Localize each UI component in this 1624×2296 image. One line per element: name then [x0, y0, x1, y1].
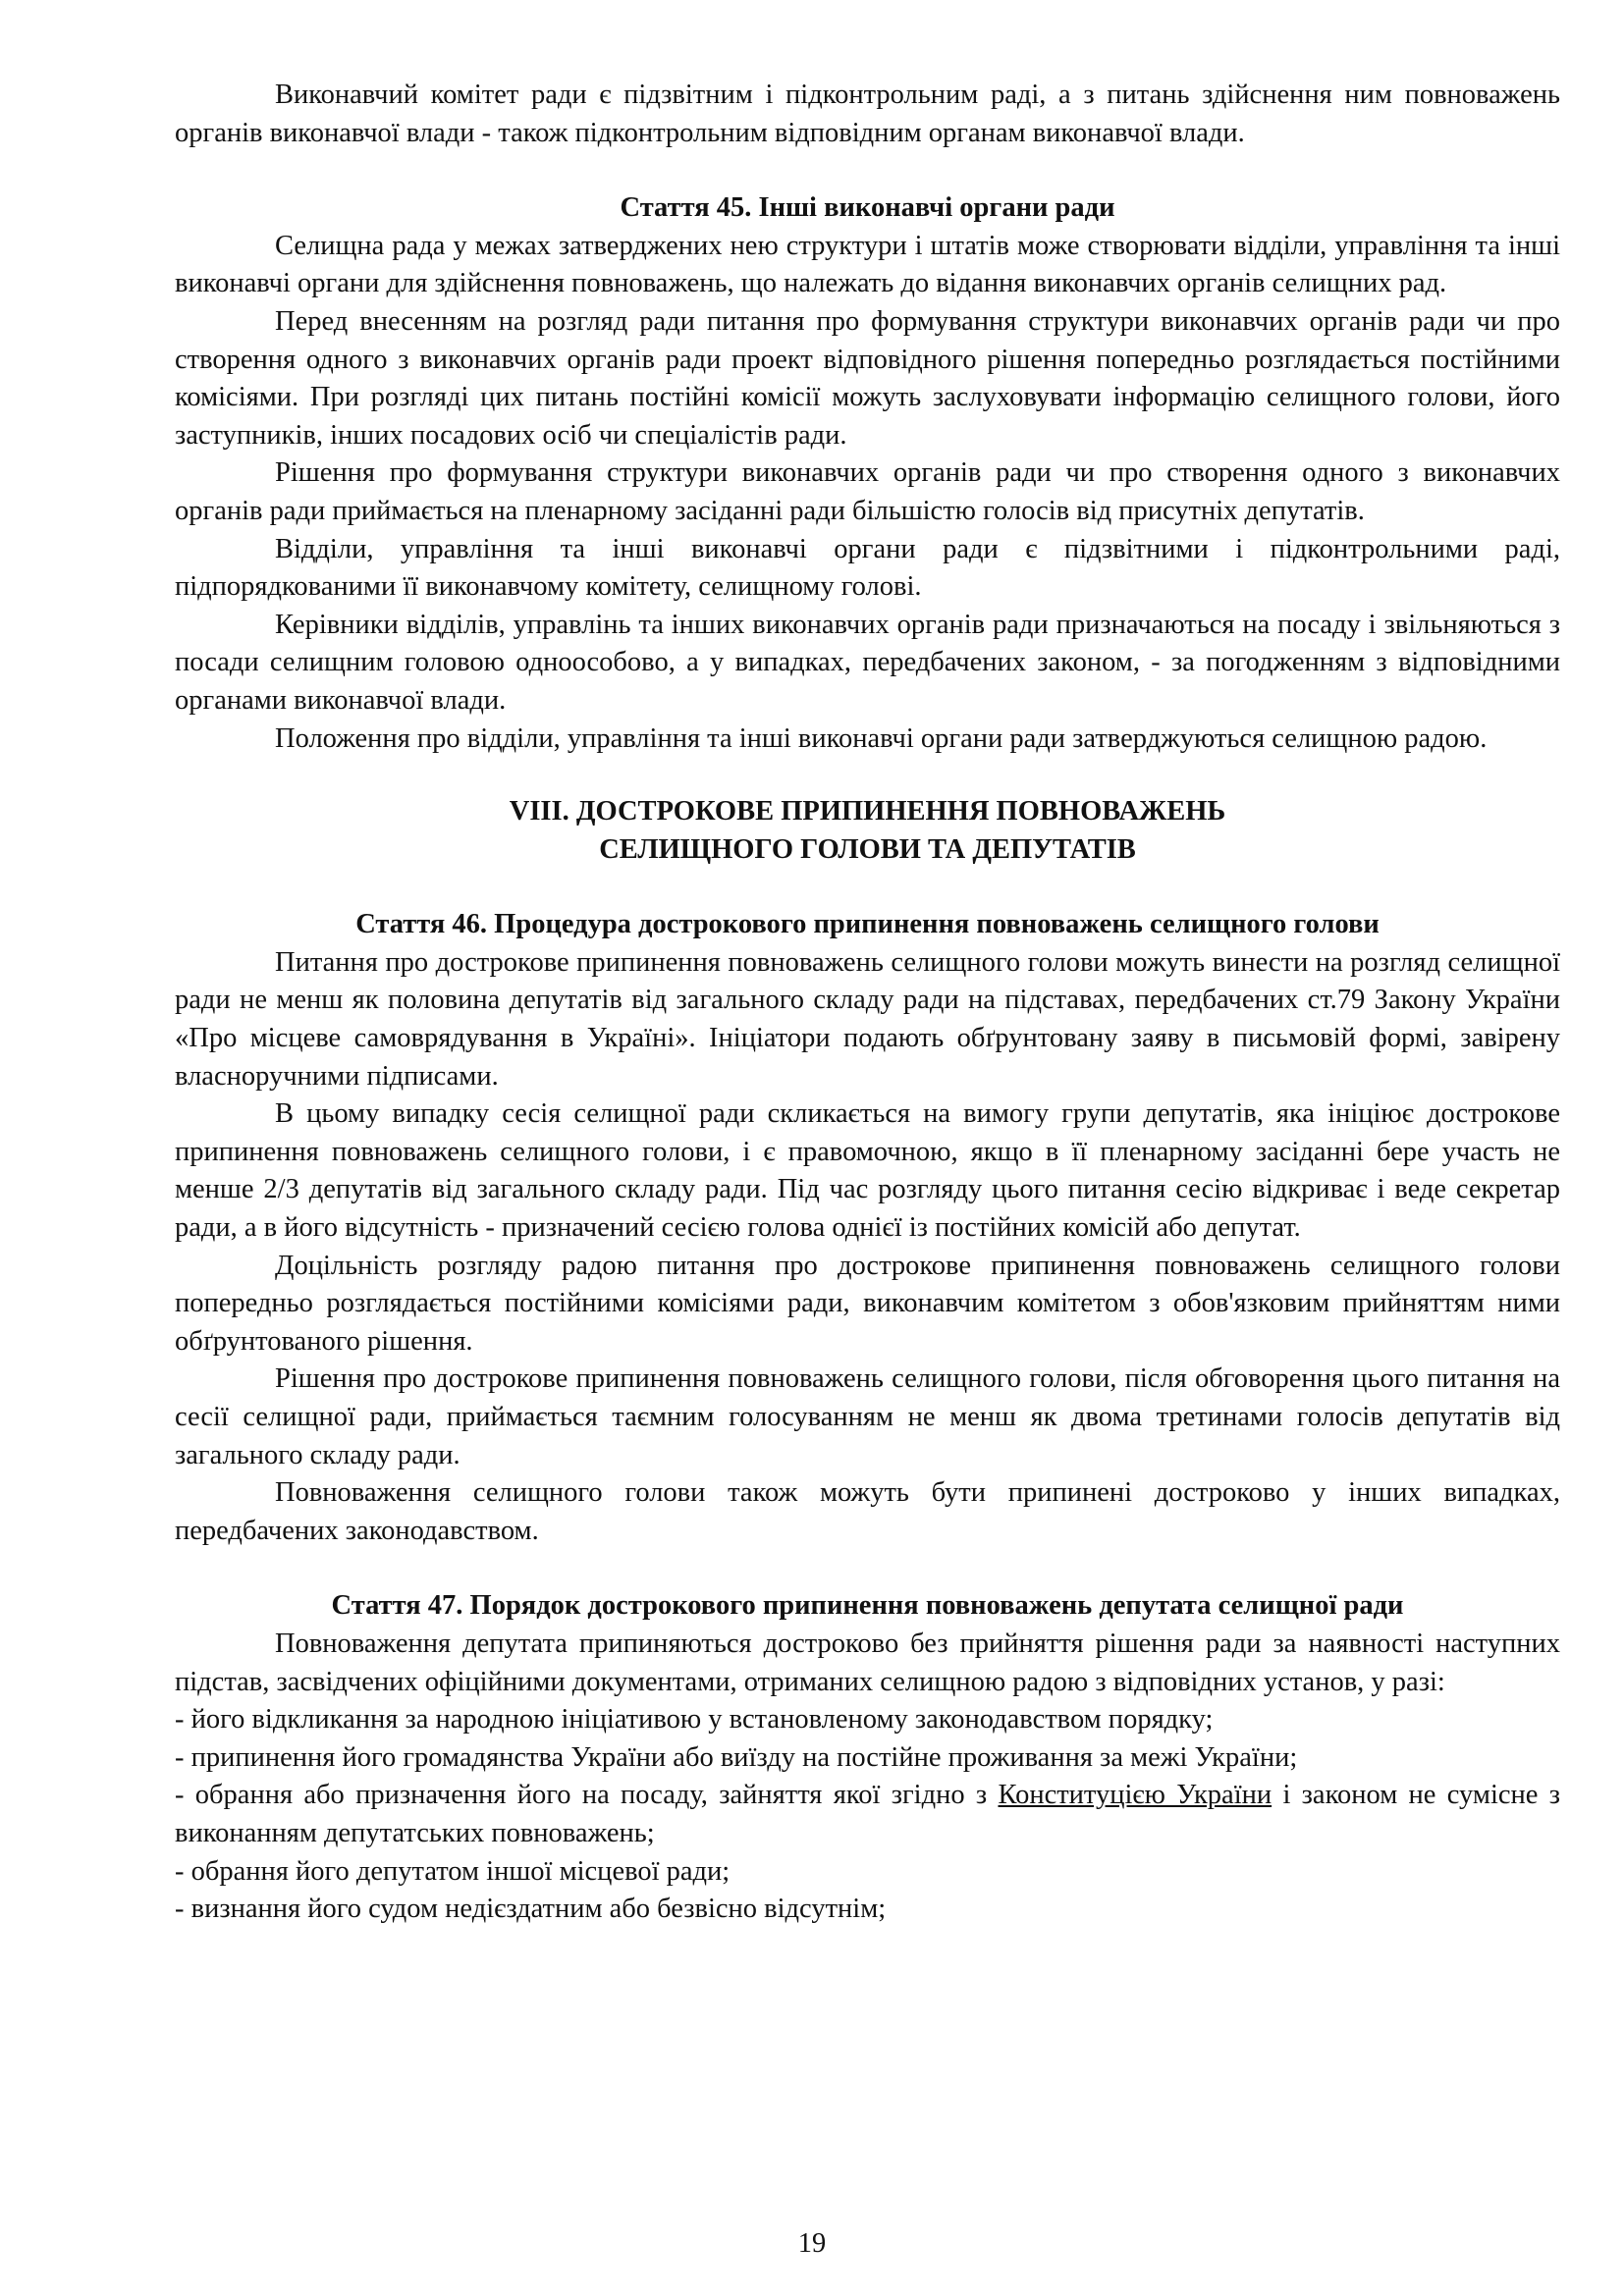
article-45-paragraph: Селищна рада у межах затверджених нею структури і штатів може створювати відділи, управління та інші виконавчі органи для здійснення повноважень, що належать до відання виконавчих органів селищних рад.	[175, 230, 1560, 299]
article-46-paragraph: В цьому випадку сесія селищної ради скликається на вимогу групи депутатів, яка ініціює дострокове припинення повноважень селищного голови, і є правомочною, якщо в її пленарному засіданні бере участь не менше 2/3 депутатів від загального складу ради. Під час розгляду цього питання сесію відкриває і веде секретар ради, а в його відсутність - призначений сесією голова однієї із постійних комісій або депутат.	[175, 1098, 1560, 1244]
article-45-paragraph: Відділи, управління та інші виконавчі органи ради є підзвітними і підконтрольними раді, підпорядкованими її виконавчому комітету, селищному голові.	[175, 533, 1560, 603]
article-46-paragraph: Питання про дострокове припинення повноважень селищного голови можуть винести на розгляд селищної ради не менш як половина депутатів від загального складу ради на підставах, передбачених ст.79 Закону України «Про місцеве самоврядування в Україні». Ініціатори подають обґрунтовану заяву в письмовій формі, завірену власноручними підписами.	[175, 946, 1560, 1092]
list-item: - припинення його громадянства України або виїзду на постійне проживання за межі України;	[175, 1741, 1298, 1773]
list-item: - визнання його судом недієздатним або безвісно відсутнім;	[175, 1894, 887, 1925]
article-46-paragraph: Повноваження селищного голови також можуть бути припинені достроково у інших випадках, передбачених законодавством.	[175, 1477, 1560, 1546]
list-item	[175, 1777, 1560, 1852]
section-8-heading-line-1: VIII. ДОСТРОКОВЕ ПРИПИНЕННЯ ПОВНОВАЖЕНЬ	[509, 796, 1226, 828]
article-46-paragraph: Рішення про дострокове припинення повноважень селищного голови, після обговорення цього питання на сесії селищної ради, приймається таємним голосуванням не менш як двома третинами голосів депутатів від загального складу ради.	[175, 1363, 1560, 1470]
list-item: - його відкликання за народною ініціативою у встановленому законодавством порядку;	[175, 1704, 1214, 1735]
article-45-paragraph: Керівники відділів, управлінь та інших виконавчих органів ради призначаються на посаду і звільняються з посади селищним головою одноособово, а у випадках, передбачених законом, - за погодженням з відповідними органами виконавчої влади.	[175, 609, 1560, 716]
page-number: 19	[797, 2228, 827, 2259]
list-item-text: і законом не сумісне з виконанням депутатських повноважень;	[175, 1780, 1560, 1848]
article-45-paragraph: Рішення про формування структури виконавчих органів ради чи про створення одного з виконавчих органів ради приймається на пленарному засіданні ради більшістю голосів від присутніх депутатів.	[175, 457, 1560, 526]
constitution-link[interactable]: Конституцією України	[998, 1780, 1272, 1811]
article-45-paragraph: Перед внесенням на розгляд ради питання про формування структури виконавчих органів ради чи про створення одного з виконавчих органів ради проект відповідного рішення попередньо розглядається постійними комісіями. При розгляді цих питань постійні комісії можуть заслуховувати інформацію селищного голови, його заступників, інших посадових осіб чи спеціалістів ради.	[175, 305, 1560, 451]
article-45-paragraph: Положення про відділи, управління та інші виконавчі органи ради затверджуються селищною радою.	[275, 722, 1488, 754]
article-47-title: Стаття 47. Порядок дострокового припинення повноважень депутата селищної ради	[331, 1590, 1404, 1622]
article-47-intro: Повноваження депутата припиняються достроково без прийняття рішення ради за наявності наступних підстав, засвідчених офіційними документами, отриманих селищною радою з відповідних установ, у разі:	[175, 1628, 1560, 1697]
section-8-heading	[175, 793, 1560, 869]
article-46-paragraph: Доцільність розгляду радою питання про дострокове припинення повноважень селищного голови попередньо розглядається постійними комісіями ради, виконавчим комітетом з обов'язковим прийняттям ними обґрунтованого рішення.	[175, 1250, 1560, 1357]
article-45-title: Стаття 45. Інші виконавчі органи ради	[620, 192, 1115, 224]
article-46-title: Стаття 46. Процедура дострокового припинення повноважень селищного голови	[355, 909, 1380, 940]
list-item-text: - обрання або призначення його на посаду, зайняття якої згідно з	[175, 1780, 999, 1811]
intro-paragraph: Виконавчий комітет ради є підзвітним і підконтрольним раді, а з питань здійснення ним повноважень органів виконавчої влади - також підконтрольним відповідним органам виконавчої влади.	[175, 80, 1560, 148]
list-item: - обрання його депутатом іншої місцевої ради;	[175, 1855, 731, 1887]
section-8-heading-line-2: СЕЛИЩНОГО ГОЛОВИ ТА ДЕПУТАТІВ	[599, 833, 1136, 865]
